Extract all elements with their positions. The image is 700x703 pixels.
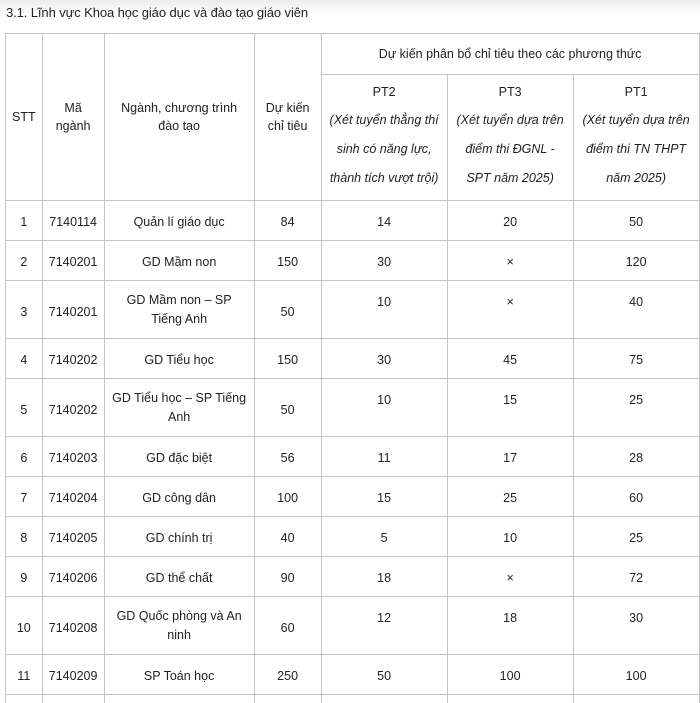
table-row bbox=[6, 655, 700, 695]
cell-name: GD Mầm non bbox=[104, 241, 254, 281]
cell-code: 7140202 bbox=[42, 379, 104, 437]
cell-code: 7140206 bbox=[42, 557, 104, 597]
cell-total: 60 bbox=[254, 597, 321, 655]
cell-code: 7140205 bbox=[42, 517, 104, 557]
table-row bbox=[6, 437, 700, 477]
cell-code: 7140209 bbox=[42, 655, 104, 695]
cell-total: 50 bbox=[254, 379, 321, 437]
cell-empty bbox=[104, 695, 254, 703]
cell-pt2: 11 bbox=[321, 437, 447, 477]
cell-empty bbox=[42, 695, 104, 703]
header-pt1 bbox=[573, 75, 699, 201]
cell-empty bbox=[321, 695, 447, 703]
cell-pt1: 40 bbox=[573, 281, 699, 339]
cell-stt: 1 bbox=[6, 201, 43, 241]
cell-total: 40 bbox=[254, 517, 321, 557]
table-row bbox=[6, 379, 700, 437]
cell-total: 56 bbox=[254, 437, 321, 477]
cell-stt: 7 bbox=[6, 477, 43, 517]
cell-stt: 10 bbox=[6, 597, 43, 655]
cell-pt2: 12 bbox=[321, 597, 447, 655]
cell-pt1: 50 bbox=[573, 201, 699, 241]
method-code: PT3 bbox=[498, 84, 522, 99]
cell-empty bbox=[573, 695, 699, 703]
table-row bbox=[6, 241, 700, 281]
cell-stt: 8 bbox=[6, 517, 43, 557]
cell-total: 100 bbox=[254, 477, 321, 517]
cell-pt3: × bbox=[447, 241, 573, 281]
cell-pt3: 45 bbox=[447, 339, 573, 379]
header-name: Ngành, chương trình đào tạo bbox=[104, 34, 254, 201]
cell-pt2: 30 bbox=[321, 339, 447, 379]
table-row bbox=[6, 477, 700, 517]
cell-pt3: 100 bbox=[447, 655, 573, 695]
cell-name: GD Tiểu học – SP Tiếng Anh bbox=[104, 379, 254, 437]
cell-empty bbox=[447, 695, 573, 703]
cell-total: 150 bbox=[254, 241, 321, 281]
header-code: Mã ngành bbox=[42, 34, 104, 201]
cell-name: GD Quốc phòng và An ninh bbox=[104, 597, 254, 655]
cell-pt2: 10 bbox=[321, 379, 447, 437]
cell-pt1: 75 bbox=[573, 339, 699, 379]
cell-stt: 11 bbox=[6, 655, 43, 695]
cell-stt: 6 bbox=[6, 437, 43, 477]
table-row bbox=[6, 557, 700, 597]
cell-stt: 5 bbox=[6, 379, 43, 437]
cell-name: Quản lí giáo dục bbox=[104, 201, 254, 241]
cell-code: 7140114 bbox=[42, 201, 104, 241]
cell-pt2: 5 bbox=[321, 517, 447, 557]
cell-stt: 3 bbox=[6, 281, 43, 339]
cell-pt1: 120 bbox=[573, 241, 699, 281]
cell-pt3: 10 bbox=[447, 517, 573, 557]
header-pt2 bbox=[321, 75, 447, 201]
table-row bbox=[6, 339, 700, 379]
cell-pt1: 28 bbox=[573, 437, 699, 477]
cell-pt2: 30 bbox=[321, 241, 447, 281]
admission-quota-table bbox=[5, 33, 700, 703]
cell-total: 50 bbox=[254, 281, 321, 339]
cell-pt1: 72 bbox=[573, 557, 699, 597]
cell-code: 7140204 bbox=[42, 477, 104, 517]
cell-total: 90 bbox=[254, 557, 321, 597]
cell-pt1: 100 bbox=[573, 655, 699, 695]
cell-pt3: × bbox=[447, 557, 573, 597]
cell-pt1: 25 bbox=[573, 517, 699, 557]
cell-name: GD công dân bbox=[104, 477, 254, 517]
cell-total: 250 bbox=[254, 655, 321, 695]
table-row bbox=[6, 281, 700, 339]
cell-total: 84 bbox=[254, 201, 321, 241]
cell-name: GD Mầm non – SP Tiếng Anh bbox=[104, 281, 254, 339]
cell-code: 7140201 bbox=[42, 281, 104, 339]
table-row bbox=[6, 597, 700, 655]
cell-name: GD đặc biệt bbox=[104, 437, 254, 477]
cell-name: SP Toán học bbox=[104, 655, 254, 695]
cell-pt2: 14 bbox=[321, 201, 447, 241]
header-row-1 bbox=[6, 34, 700, 75]
cell-pt2: 10 bbox=[321, 281, 447, 339]
cell-code: 7140203 bbox=[42, 437, 104, 477]
header-total: Dự kiến chỉ tiêu bbox=[254, 34, 321, 201]
method-description: (Xét tuyển dựa trên điểm thi ĐGNL - SPT năm 2025) bbox=[456, 112, 564, 185]
header-stt: STT bbox=[6, 34, 43, 201]
cell-pt3: × bbox=[447, 281, 573, 339]
cell-pt3: 17 bbox=[447, 437, 573, 477]
cell-empty bbox=[254, 695, 321, 703]
header-pt3 bbox=[447, 75, 573, 201]
cell-total: 150 bbox=[254, 339, 321, 379]
cell-name: GD thể chất bbox=[104, 557, 254, 597]
cell-stt: 4 bbox=[6, 339, 43, 379]
cell-code: 7140202 bbox=[42, 339, 104, 379]
cell-pt1: 30 bbox=[573, 597, 699, 655]
cell-pt2: 15 bbox=[321, 477, 447, 517]
method-description: (Xét tuyển dựa trên điểm thi TN THPT năm 2025) bbox=[582, 112, 690, 185]
cell-pt3: 20 bbox=[447, 201, 573, 241]
header-method-group: Dự kiến phân bổ chỉ tiêu theo các phương thức bbox=[321, 34, 699, 75]
method-code: PT1 bbox=[624, 84, 648, 99]
cell-code: 7140208 bbox=[42, 597, 104, 655]
cell-pt3: 18 bbox=[447, 597, 573, 655]
cell-stt: 2 bbox=[6, 241, 43, 281]
cell-pt2: 18 bbox=[321, 557, 447, 597]
table-row bbox=[6, 201, 700, 241]
method-description: (Xét tuyển thẳng thí sinh có năng lực, thành tích vượt trội) bbox=[329, 112, 439, 185]
cell-code: 7140201 bbox=[42, 241, 104, 281]
cell-name: GD Tiểu học bbox=[104, 339, 254, 379]
cell-name: GD chính trị bbox=[104, 517, 254, 557]
table-row bbox=[6, 517, 700, 557]
table-row-cut-off bbox=[6, 695, 700, 703]
cell-pt2: 50 bbox=[321, 655, 447, 695]
cell-pt1: 25 bbox=[573, 379, 699, 437]
section-title: 3.1. Lĩnh vực Khoa học giáo dục và đào tạo giáo viên bbox=[6, 5, 308, 20]
cell-pt1: 60 bbox=[573, 477, 699, 517]
method-code: PT2 bbox=[372, 84, 396, 99]
cell-empty bbox=[6, 695, 43, 703]
cell-stt: 9 bbox=[6, 557, 43, 597]
cell-pt3: 15 bbox=[447, 379, 573, 437]
cell-pt3: 25 bbox=[447, 477, 573, 517]
